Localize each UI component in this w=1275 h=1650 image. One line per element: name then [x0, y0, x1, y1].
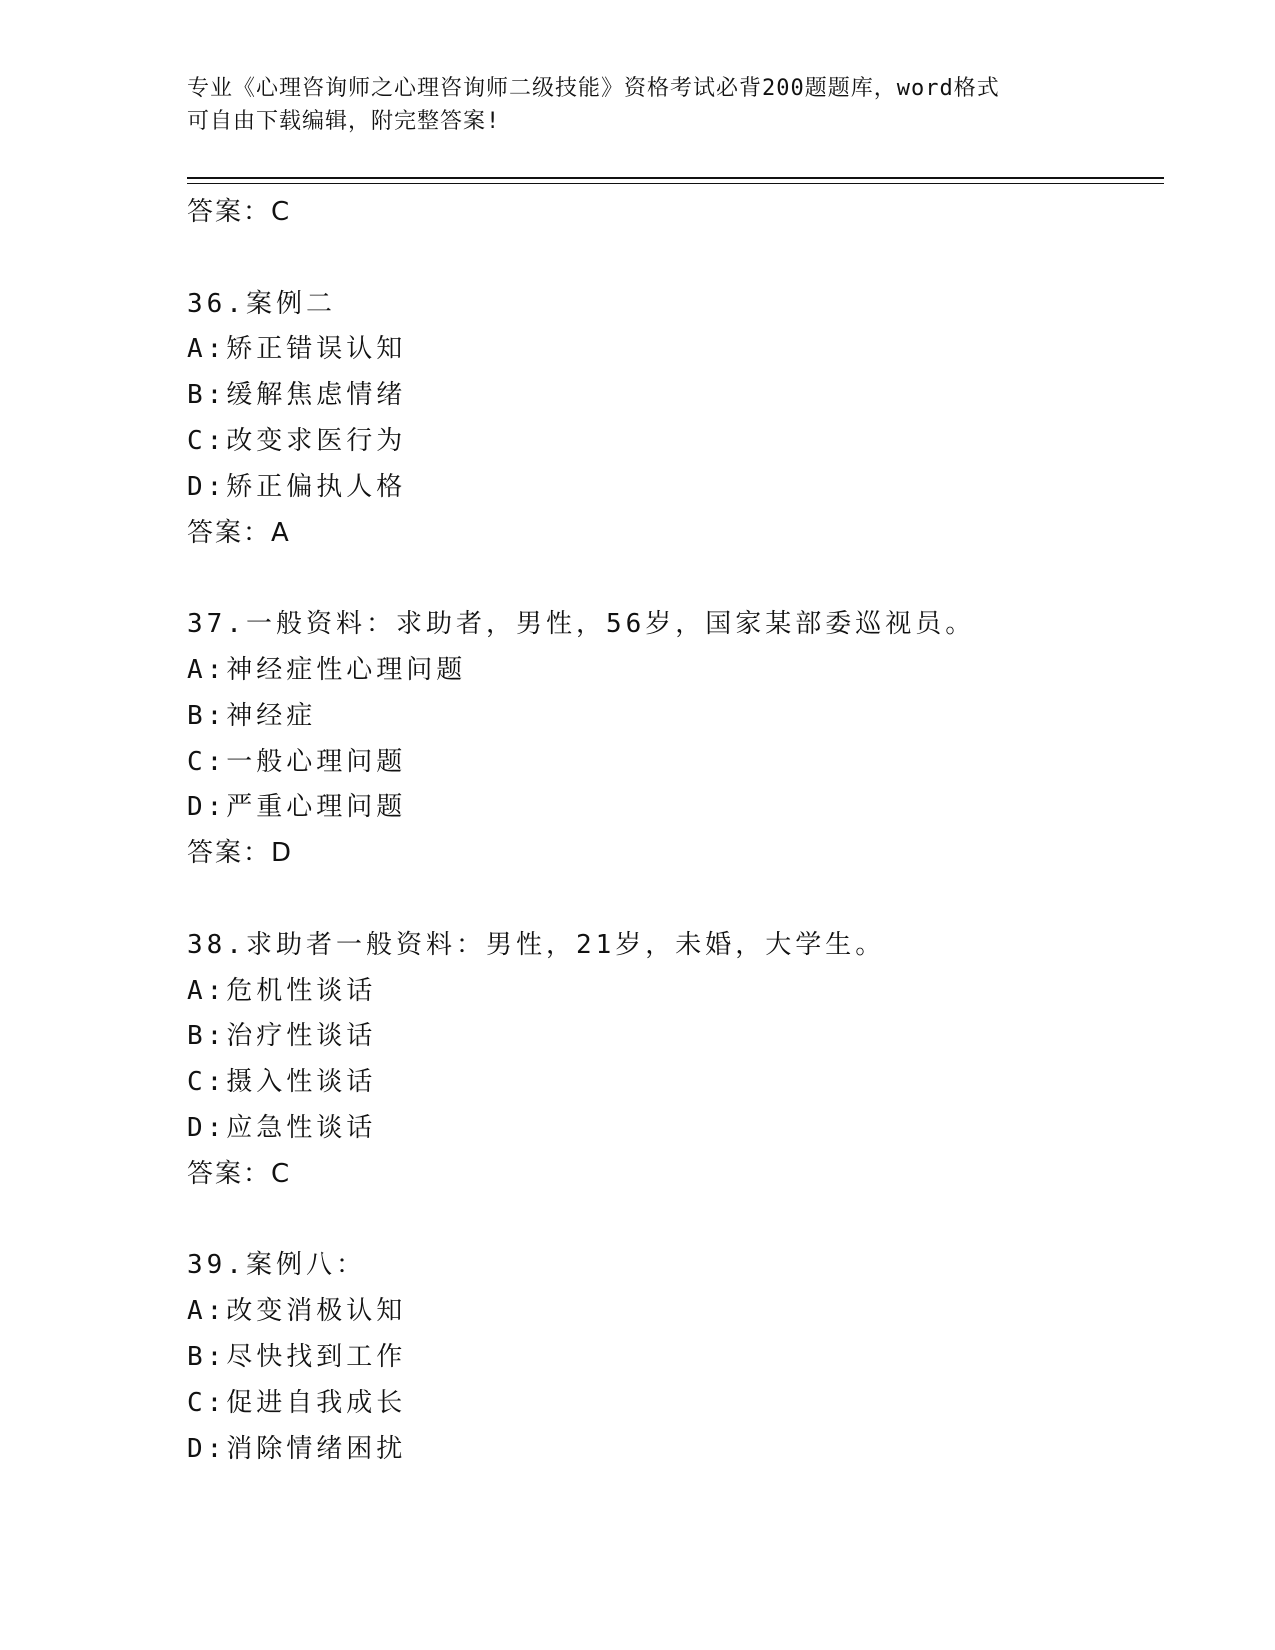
question-39: [187, 1243, 1164, 1472]
option-a: A:改变消极认知: [187, 1296, 407, 1327]
question-stem: 36.案例二: [187, 288, 336, 319]
answer-line: 答案：C: [187, 1158, 292, 1189]
option-d: D:严重心理问题: [187, 792, 407, 823]
spacer: [187, 1198, 1164, 1244]
answer-line: 答案：D: [187, 838, 294, 869]
option-b: B:缓解焦虑情绪: [187, 380, 407, 411]
answer-line: 答案：C: [187, 197, 292, 227]
option-c: C:一般心理问题: [187, 746, 407, 777]
option-d: D:矫正偏执人格: [187, 471, 407, 502]
option-d: D:消除情绪困扰: [187, 1433, 407, 1464]
option-a: A:危机性谈话: [187, 975, 377, 1006]
question-37: [187, 602, 1164, 877]
question-stem: 37.一般资料：求助者，男性，56岁，国家某部委巡视员。: [187, 609, 976, 640]
spacer: [187, 236, 1164, 282]
question-list: [187, 190, 1164, 1472]
header-rule-thin: [187, 183, 1164, 184]
option-c: C:促进自我成长: [187, 1387, 407, 1418]
option-a: A:矫正错误认知: [187, 334, 407, 365]
question-36: [187, 282, 1164, 557]
answer-line: 答案：A: [187, 517, 291, 548]
spacer: [187, 556, 1164, 602]
option-d: D:应急性谈话: [187, 1112, 377, 1143]
option-b: B:神经症: [187, 700, 317, 731]
header-line-1: 专业《心理咨询师之心理咨询师二级技能》资格考试必背200题题库，word格式: [187, 76, 1000, 101]
question-38: [187, 923, 1164, 1198]
option-b: B:尽快找到工作: [187, 1341, 407, 1372]
question-stem: 39.案例八：: [187, 1250, 366, 1281]
option-b: B:治疗性谈话: [187, 1021, 377, 1052]
question-stem: 38.求助者一般资料：男性，21岁，未婚，大学生。: [187, 929, 886, 960]
option-c: C:摄入性谈话: [187, 1067, 377, 1098]
option-c: C:改变求医行为: [187, 425, 407, 456]
spacer: [187, 877, 1164, 923]
header-rule-thick: [187, 177, 1164, 179]
document-header: [187, 72, 1077, 138]
header-line-2: 可自由下载编辑，附完整答案!: [187, 109, 501, 134]
option-a: A:神经症性心理问题: [187, 654, 467, 685]
